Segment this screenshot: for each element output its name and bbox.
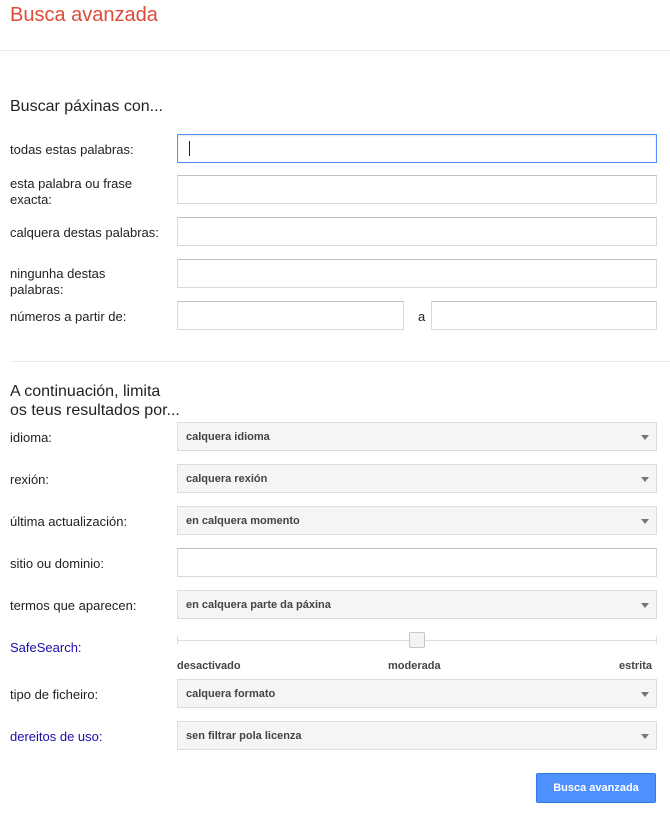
numbers-to-label: a: [418, 309, 426, 324]
filetype-select[interactable]: [177, 679, 657, 708]
numbers-to-input[interactable]: [431, 301, 657, 330]
section-divider: [10, 361, 670, 362]
usage-rights-select[interactable]: [177, 721, 657, 750]
any-words-input[interactable]: [177, 217, 657, 246]
safesearch-option-strict: estrita: [619, 660, 653, 672]
text-caret: [189, 141, 190, 156]
dropdown-arrow-icon: [641, 519, 649, 524]
safesearch-link[interactable]: SafeSearch:: [10, 640, 82, 655]
terms-select[interactable]: [177, 590, 657, 619]
none-words-label: ningunha destas palabras:: [10, 266, 106, 297]
dropdown-arrow-icon: [641, 435, 649, 440]
region-value: calquera rexión: [186, 473, 268, 485]
last-update-value: en calquera momento: [186, 515, 300, 527]
slider-tick: [656, 636, 657, 644]
any-words-label: calquera destas palabras:: [10, 225, 159, 240]
usage-rights-link[interactable]: dereitos de uso:: [10, 729, 103, 744]
safesearch-option-moderate: moderada: [388, 660, 441, 672]
numbers-from-label: números a partir de:: [10, 309, 127, 324]
filetype-label: tipo de ficheiro:: [10, 687, 99, 702]
region-label: rexión:: [10, 472, 50, 487]
last-update-label: última actualización:: [10, 514, 128, 529]
slider-tick: [177, 636, 178, 644]
none-words-input[interactable]: [177, 259, 657, 288]
terms-label: termos que aparecen:: [10, 598, 137, 613]
safesearch-slider-handle[interactable]: [409, 632, 425, 648]
numbers-from-input[interactable]: [177, 301, 404, 330]
terms-value: en calquera parte da páxina: [186, 599, 331, 611]
filetype-value: calquera formato: [186, 688, 276, 700]
language-label: idioma:: [10, 430, 52, 445]
dropdown-arrow-icon: [641, 603, 649, 608]
section-title-find-pages: Buscar páxinas con...: [10, 98, 163, 115]
all-words-label: todas estas palabras:: [10, 142, 134, 157]
all-words-input[interactable]: [177, 134, 657, 163]
page-header: [0, 0, 670, 51]
advanced-search-button[interactable]: Busca avanzada: [536, 773, 656, 803]
exact-phrase-label: esta palabra ou frase exacta:: [10, 176, 133, 207]
exact-phrase-input[interactable]: [177, 175, 657, 204]
language-value: calquera idioma: [186, 431, 270, 443]
dropdown-arrow-icon: [641, 734, 649, 739]
region-select[interactable]: [177, 464, 657, 493]
dropdown-arrow-icon: [641, 477, 649, 482]
page-title: Busca avanzada: [10, 4, 158, 26]
last-update-select[interactable]: [177, 506, 657, 535]
dropdown-arrow-icon: [641, 692, 649, 697]
section-title-narrow-results: A continuación, limita os teus resultados por...: [10, 383, 180, 419]
usage-rights-value: sen filtrar pola licenza: [186, 730, 302, 742]
site-label: sitio ou dominio:: [10, 556, 104, 571]
language-select[interactable]: [177, 422, 657, 451]
safesearch-option-off: desactivado: [177, 660, 241, 672]
site-input[interactable]: [177, 548, 657, 577]
